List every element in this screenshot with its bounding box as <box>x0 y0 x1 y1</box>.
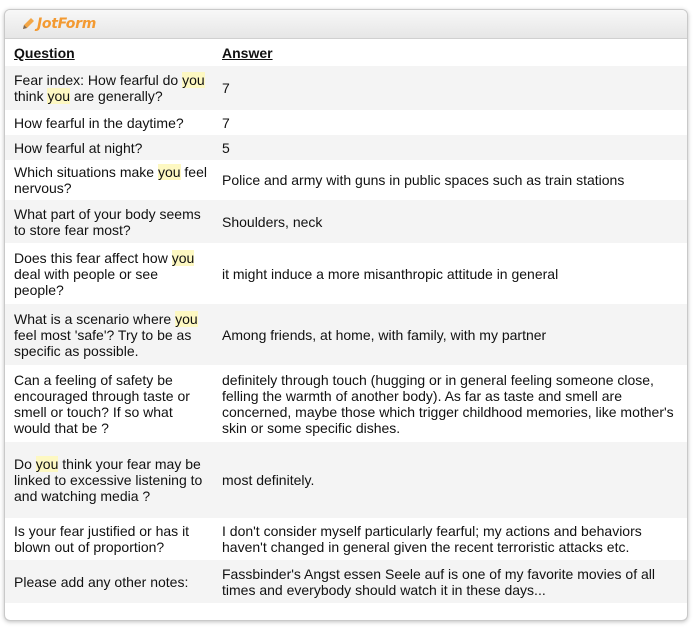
table-row <box>5 110 687 135</box>
table-row <box>5 304 687 365</box>
highlighted-keyword: you <box>157 164 181 180</box>
table-row <box>5 442 687 518</box>
logo-text: JotForm <box>37 16 97 32</box>
question-text: feel most 'safe'? Try to be as specific as possible. <box>14 326 192 359</box>
question-text: What is a scenario where <box>14 310 176 327</box>
answer-cell: most definitely. <box>212 442 687 518</box>
question-cell <box>5 66 212 110</box>
answer-cell: 7 <box>212 66 687 110</box>
question-text: How fearful in the daytime? <box>14 114 184 131</box>
answer-cell: definitely through touch (hugging or in general feeling someone close, felling the warmth of another body). As far as taste and smell are concerned, maybe those which trigger childhood memories, like mother's skin or some specific dishes. <box>212 365 687 442</box>
question-cell <box>5 304 212 365</box>
submission-panel <box>4 9 688 621</box>
answer-cell: I don't consider myself particularly fearful; my actions and behaviors haven't changed in general given the recent terroristic attacks etc. <box>212 518 687 560</box>
table-row <box>5 135 687 160</box>
question-cell <box>5 243 212 304</box>
column-header-question: Question <box>14 45 75 61</box>
answers-table <box>5 39 687 603</box>
question-text: feel nervous? <box>14 164 207 196</box>
highlighted-keyword: you <box>35 456 59 472</box>
question-text: What part of your body seems to store fear most? <box>14 205 201 238</box>
answer-cell: it might induce a more misanthropic attitude in general <box>212 243 687 304</box>
question-text: Do <box>14 456 36 472</box>
answer-cell: Among friends, at home, with family, with my partner <box>212 304 687 365</box>
question-cell <box>5 160 212 200</box>
answer-cell: Fassbinder's Angst essen Seele auf is one of my favorite movies of all times and everybody should watch it in these days... <box>212 560 687 603</box>
table-row <box>5 243 687 304</box>
question-text: think <box>14 88 48 104</box>
table-row <box>5 560 687 603</box>
table-row <box>5 66 687 110</box>
question-cell <box>5 110 212 135</box>
table-row <box>5 518 687 560</box>
question-cell <box>5 560 212 603</box>
question-text: think your fear may be linked to excessive listening to and watching media ? <box>14 456 203 504</box>
column-header-answer: Answer <box>222 45 273 61</box>
table-row <box>5 365 687 442</box>
question-text: Fear index: How fearful do <box>14 72 183 88</box>
question-text: Which situations make <box>14 164 158 180</box>
answer-cell: 7 <box>212 110 687 135</box>
panel-header <box>5 10 687 39</box>
highlighted-keyword: you <box>47 88 71 104</box>
table-row <box>5 200 687 243</box>
question-text: Please add any other notes: <box>14 573 189 590</box>
highlighted-keyword: you <box>175 310 198 327</box>
highlighted-keyword: you <box>171 249 195 266</box>
question-text: Is your fear justified or has it blown out of proportion? <box>14 523 190 555</box>
question-text: are generally? <box>70 88 163 104</box>
question-cell <box>5 365 212 442</box>
highlighted-keyword: you <box>182 72 205 88</box>
question-cell <box>5 200 212 243</box>
question-text: How fearful at night? <box>14 139 143 156</box>
table-row <box>5 160 687 200</box>
question-text: Can a feeling of safety be encouraged through taste or smell or touch? If so what would that be ? <box>14 371 190 436</box>
answer-cell: Shoulders, neck <box>212 200 687 243</box>
question-text: deal with people or see people? <box>14 265 158 298</box>
table-body <box>5 66 687 603</box>
question-text: Does this fear affect how <box>14 249 172 266</box>
question-cell <box>5 135 212 160</box>
question-cell <box>5 442 212 518</box>
answer-cell: 5 <box>212 135 687 160</box>
answer-cell: Police and army with guns in public spaces such as train stations <box>212 160 687 200</box>
pencil-icon <box>21 17 35 31</box>
question-cell <box>5 518 212 560</box>
jotform-logo <box>21 16 96 32</box>
